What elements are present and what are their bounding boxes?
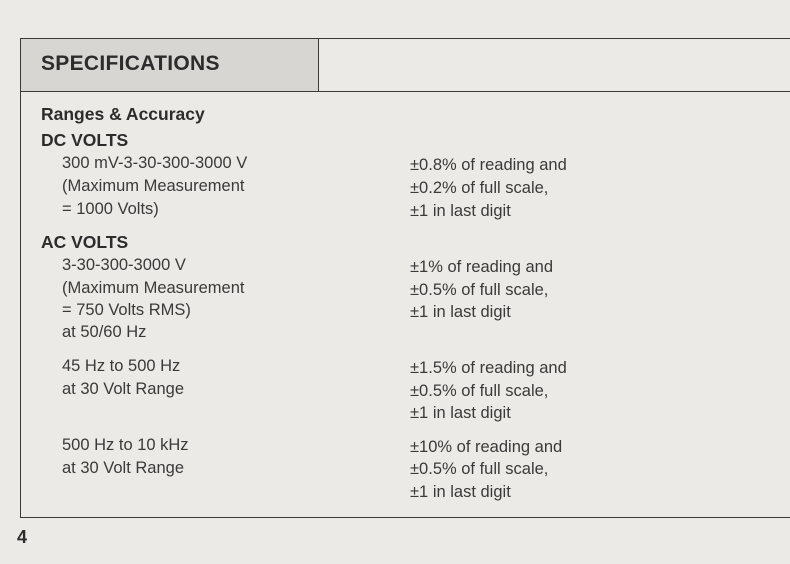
ac-range-line: (Maximum Measurement: [62, 279, 245, 297]
ranges-accuracy-heading: Ranges & Accuracy: [41, 104, 205, 124]
ac-accuracy-line: ±0.5% of full scale,: [410, 281, 549, 299]
header-band: [21, 39, 790, 92]
dc-range-line: 300 mV-3-30-300-3000 V: [62, 154, 248, 172]
ac-accuracy-line: ±1% of reading and: [410, 258, 553, 276]
dc-range-line: (Maximum Measurement: [62, 177, 245, 195]
dc-accuracy-line: ±0.8% of reading and: [410, 156, 567, 174]
header-box: [21, 39, 319, 91]
ac-accuracy-line: ±1.5% of reading and: [410, 359, 567, 377]
ac-accuracy-line: ±1 in last digit: [410, 303, 511, 321]
ac-accuracy-line: ±0.5% of full scale,: [410, 460, 549, 478]
ac-range-line: = 750 Volts RMS): [62, 301, 191, 319]
page-title: SPECIFICATIONS: [41, 52, 220, 75]
ac-accuracy-line: ±10% of reading and: [410, 438, 563, 456]
dc-accuracy-line: ±1 in last digit: [410, 202, 511, 220]
ac-accuracy-line: ±1 in last digit: [410, 404, 511, 422]
ac-range-line: at 30 Volt Range: [62, 380, 185, 398]
ac-range-line: 3-30-300-3000 V: [62, 256, 186, 274]
ac-accuracy-line: ±1 in last digit: [410, 483, 511, 501]
ac-range-line: at 30 Volt Range: [62, 459, 185, 477]
page-number: 4: [17, 527, 28, 547]
ac-accuracy-line: ±0.5% of full scale,: [410, 382, 549, 400]
ac-range-line: 500 Hz to 10 kHz: [62, 436, 189, 454]
dc-volts-heading: DC VOLTS: [41, 130, 129, 150]
dc-accuracy-line: ±0.2% of full scale,: [410, 179, 549, 197]
dc-range-line: = 1000 Volts): [62, 200, 159, 218]
ac-range-line: at 50/60 Hz: [62, 323, 147, 341]
ac-range-line: 45 Hz to 500 Hz: [62, 357, 181, 375]
ac-volts-heading: AC VOLTS: [41, 232, 129, 252]
